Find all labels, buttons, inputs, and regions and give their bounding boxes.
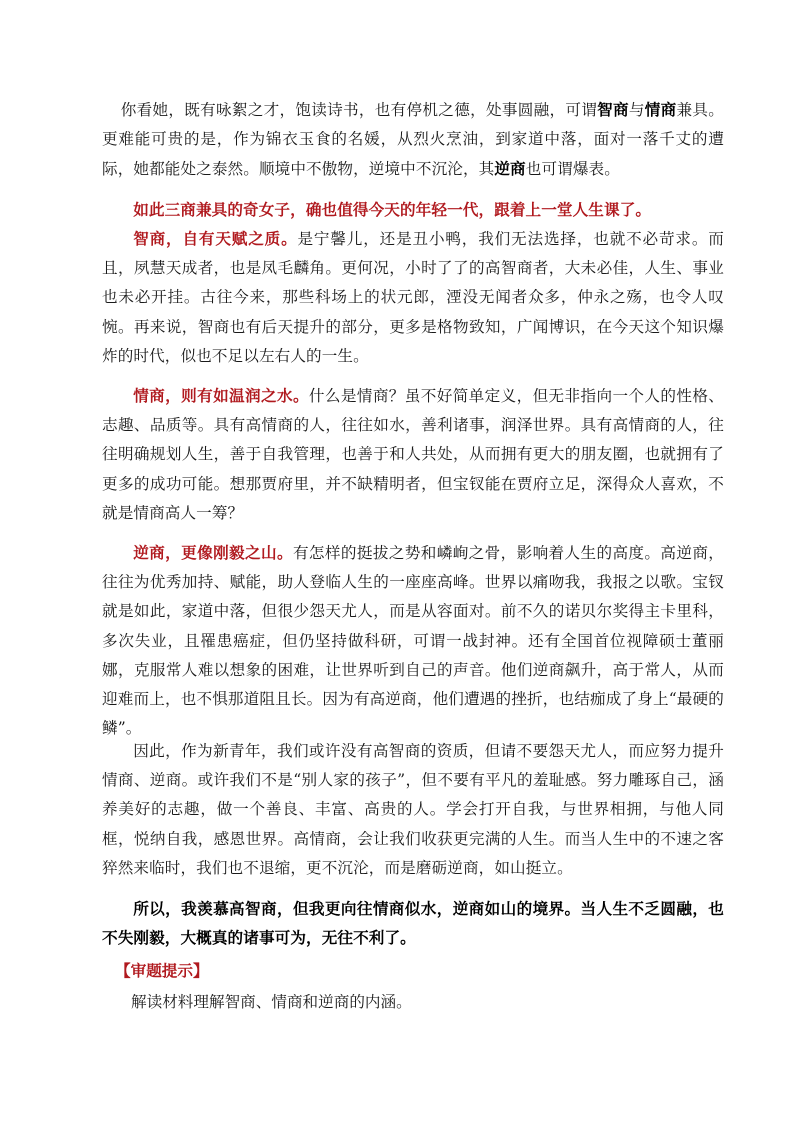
- paragraph-text: 是宁馨儿，还是丑小鸭，我们无法选择，也就不必苛求。而且，夙慧天成者，也是凤毛麟角。更何况，小时了了的高智商者，大未必佳，人生、事业也未必开挂。古往今来，那些科场上的状元郎，湮没无闻者众多，仲永之殇，也令人叹惋。再来说，智商也有后天提升的部分，更多是格物致知，广闻博识，在今天这个知识爆炸的时代，似也不足以左右人的一生。: [102, 230, 724, 365]
- hint-text: 解读材料理解智商、情商和逆商的内涵。: [131, 993, 412, 1011]
- paragraph-text: 兼具。更难能可贵的是，作为锦衣玉食的名媛，从烈火烹油，到家道中落，面对一落千丈的遭际，她都能处之泰然。顺境中不傲物，逆境中不沉沦，其: [102, 101, 724, 179]
- hint-title: 【审题提示】: [115, 961, 209, 980]
- keyword-iq: 智商: [597, 100, 629, 119]
- paragraph-intro: [102, 95, 724, 185]
- keyword-eq: 情商: [644, 100, 677, 119]
- keyword-aq: 逆商: [494, 159, 526, 179]
- paragraph-conclusion: 因此，作为新青年，我们或许没有高智商的资质，但请不要怨天尤人，而应努力提升情商、逆商。或许我们不是“别人家的孩子”，但不要有平凡的羞耻感。努力雕琢自己，涵养美好的志趣，做一个善良、丰富、高贵的人。学会打开自我，与世界相拥，与他人同框，悦纳自我，感恩世界。高情商，会让我们收获更完满的人生。而当人生中的不速之客猝然来临时，我们也不退缩，更不沉沦，而是磨砺逆商，如山挺立。: [102, 742, 724, 877]
- paragraph-lead-iq: 智商，自有天赋之质。: [133, 229, 298, 248]
- paragraph-text: 与: [628, 101, 645, 119]
- paragraph-final: 所以，我羡慕高智商，但我更向往情商似水，逆商如山的境界。当人生不乏圆融，也不失刚毅，大概真的诸事可为，无往不利了。: [102, 899, 724, 948]
- paragraph-aq: [102, 538, 724, 743]
- paragraph-lead-eq: 情商，则有如温润之水。: [133, 386, 309, 405]
- paragraph-eq: [102, 381, 724, 528]
- thesis-statement: 如此三商兼具的奇女子，确也值得今天的年轻一代，跟着上一堂人生课了。: [133, 200, 652, 219]
- paragraph-lead-aq: 逆商，更像刚毅之山。: [133, 543, 293, 562]
- paragraph-text: 你看她，既有咏絮之才，饱读诗书，也有停机之德，处事圆融，可谓: [120, 101, 598, 119]
- paragraph-text: 也可谓爆表。: [525, 160, 620, 179]
- paragraph-text: 什么是情商？虽不好简单定义，但无非指向一个人的性格、志趣、品质等。具有高情商的人，往往如水，善利诸事，润泽世界。具有高情商的人，往往明确规划人生，善于自我管理，也善于和人共处，从而拥有更大的朋友圈，也就拥有了更多的成功可能。想那贾府里，并不缺精明者，但宝钗能在贾府立足，深得众人喜欢，不就是情商高人一筹？: [102, 387, 724, 522]
- paragraph-text: 有怎样的挺拔之势和嶙峋之骨，影响着人生的高度。高逆商，往往为优秀加持、赋能，助人登临人生的一座座高峰。世界以痛吻我，我报之以歌。宝钗就是如此，家道中落，但很少怨天尤人，而是从容面对。前不久的诺贝尔奖得主卡里科，多次失业，且罹患癌症，但仍坚持做科研，可谓一战封神。还有全国首位视障硕士董丽娜，克服常人难以想象的困难，让世界听到自己的声音。他们逆商飙升，高于常人，从而迎难而上，也不惧那道阻且长。因为有高逆商，他们遭遇的挫折，也结痂成了身上“最硬的鳞”。: [102, 544, 724, 738]
- paragraph-iq: [102, 224, 724, 371]
